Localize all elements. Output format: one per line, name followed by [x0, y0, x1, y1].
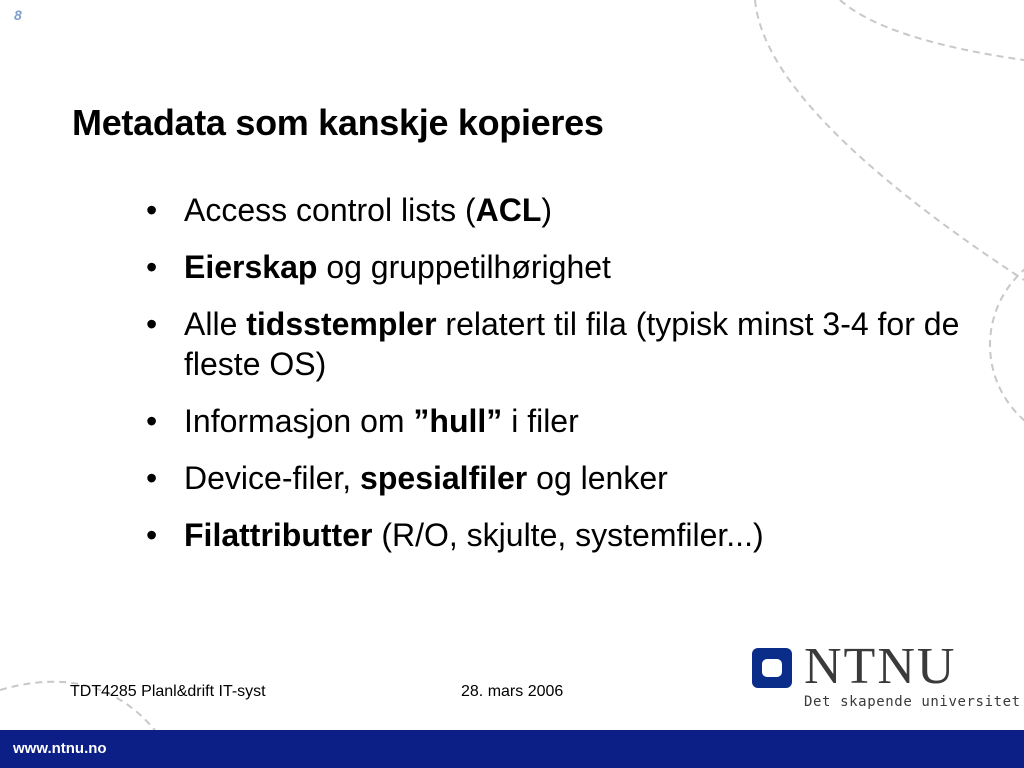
- footer-course-name: TDT4285 Planl&drift IT-syst: [70, 683, 266, 700]
- slide-number: 8: [14, 7, 22, 23]
- bullet-text: og lenker: [527, 460, 668, 496]
- bullet-bold-text: ACL: [475, 192, 542, 228]
- logo-tagline: Det skapende universitet: [804, 694, 1021, 710]
- bullet-item: [138, 515, 978, 555]
- bullet-text: og gruppetilhørighet: [317, 249, 611, 285]
- bullet-text: ): [541, 192, 553, 228]
- bullet-item: [138, 458, 978, 498]
- bullet-item: [138, 304, 978, 384]
- slide-title: Metadata som kanskje kopieres: [72, 102, 604, 143]
- bullet-text: relatert til fila (typisk minst 3-4 for de fleste OS): [184, 306, 960, 382]
- bullet-item: [138, 190, 978, 230]
- bullet-text: (R/O, skjulte, systemfiler...): [372, 517, 764, 553]
- bullet-text: i filer: [502, 403, 579, 439]
- bullet-item: [138, 401, 978, 441]
- bullet-text: Alle: [184, 306, 247, 342]
- bullet-text: Informasjon om: [184, 403, 414, 439]
- bullet-bold-text: spesialfiler: [360, 460, 528, 496]
- footer-date: 28. mars 2006: [461, 683, 564, 700]
- footer-bar: [0, 730, 1024, 768]
- ntnu-logo-icon: [752, 648, 792, 688]
- ntnu-logo: [752, 638, 1021, 717]
- logo-wordmark: NTNU: [804, 638, 957, 695]
- bullet-bold-text: ”hull”: [413, 403, 503, 439]
- bullet-text: Device-filer,: [184, 460, 361, 496]
- site-url-link[interactable]: www.ntnu.no: [13, 740, 107, 757]
- bullet-bold-text: Eierskap: [184, 249, 318, 285]
- decorative-circle: [990, 245, 1024, 445]
- decorative-arc: [840, 0, 1024, 60]
- bullet-bold-text: Filattributter: [184, 517, 373, 553]
- bullet-item: [138, 247, 978, 287]
- bullet-bold-text: tidsstempler: [246, 306, 437, 342]
- bullet-list: [138, 190, 978, 572]
- bullet-text: Access control lists (: [184, 192, 476, 228]
